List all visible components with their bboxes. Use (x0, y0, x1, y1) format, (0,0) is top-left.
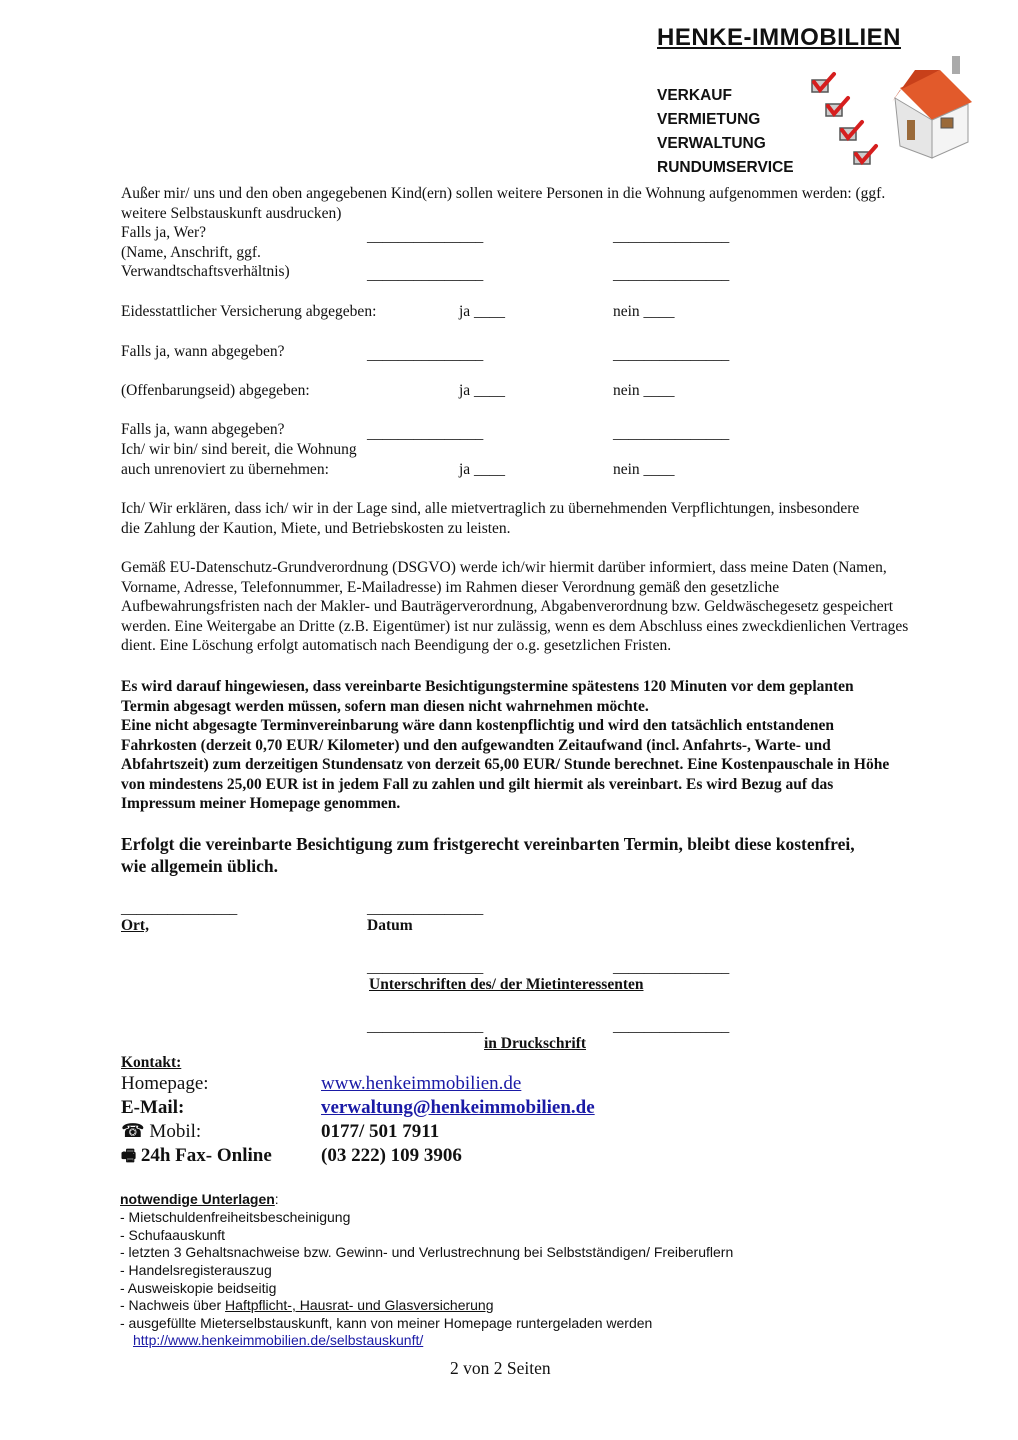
eid-when-field-2[interactable]: _______________ (613, 346, 730, 363)
print-name-field-2[interactable]: _______________ (613, 1018, 730, 1035)
signature-field-1[interactable]: _______________ (367, 959, 484, 976)
house-logo (800, 50, 980, 180)
fax-number: (03 222) 109 3906 (321, 1145, 462, 1166)
unrenoviert-no-field[interactable]: nein ____ (613, 461, 675, 478)
privacy-text: Gemäß EU-Datenschutz-Grundverordnung (DSGVO) werde ich/wir hiermit darüber informiert, dass meine Daten (Namen, Vorname, Adresse, Telefonnummer, E-Mailadresse) im Rahmen dieser Verordnung gemäß den gesetzliche Aufbewahrungsfristen nach der Makler- und Bauträgerverordnung, Abgabenverordnung bzw. Geldwäschegesetz gespeichert werden. Eine Weitergabe an Dritte (z.B. Eigentümer) ist nur zulässig, wenn es dem Abschluss eines zweckdienlichen Vertrages dient. Eine Löschung erfolgt automatisch nach Beendigung der o.g. gesetzlichen Fristen. (121, 559, 909, 655)
declaration-text: Ich/ Wir erklären, dass ich/ wir in der Lage sind, alle mietvertraglich zu übernehmenden Verpflichtungen, insbesondere die Zahlung der Kaution, Miete, und Betriebskosten zu leisten. (121, 500, 860, 537)
eid-no-field[interactable]: nein ____ (613, 303, 675, 320)
document-item-selbstauskunft: - ausgefüllte Mieterselbstauskunft, kann von meiner Homepage runtergeladen werden (120, 1315, 653, 1331)
service-verwaltung: VERWALTUNG (657, 135, 766, 152)
unrenoviert-label-2: auch unrenoviert zu übernehmen: (121, 461, 329, 478)
eid-yes-field[interactable]: ja ____ (459, 303, 506, 320)
service-verkauf: VERKAUF (657, 87, 732, 104)
datum-label: Datum (367, 917, 413, 934)
ort-field[interactable]: _______________ (121, 900, 238, 917)
document-item-insurance (120, 1297, 494, 1315)
homepage-link[interactable]: www.henkeimmobilien.de (321, 1073, 522, 1094)
block-letters-label: in Druckschrift (484, 1035, 587, 1052)
who-label: Falls ja, Wer? (121, 224, 206, 241)
who-label-relation: Verwandtschaftsverhältnis) (121, 263, 290, 280)
free-visit-notice: Erfolgt die vereinbarte Besichtigung zum fristgerecht vereinbarten Termin, bleibt diese kostenfrei, wie allgemein üblich. (121, 834, 855, 876)
house-icon (892, 56, 972, 158)
unrenoviert-yes-field[interactable]: ja ____ (459, 461, 506, 478)
document-item: - Schufaauskunft (120, 1227, 226, 1243)
brand-title: HENKE-IMMOBILIEN (657, 24, 901, 51)
document-item: - Handelsregisterauszug (120, 1262, 272, 1278)
offen-no-field[interactable]: nein ____ (613, 382, 675, 399)
mobile-label: Mobil: (149, 1121, 202, 1142)
contact-heading: Kontakt: (121, 1054, 182, 1071)
email-link[interactable]: verwaltung@henkeimmobilien.de (321, 1097, 595, 1118)
mobile-number: 0177/ 501 7911 (321, 1121, 440, 1142)
offen-when-field-2[interactable]: _______________ (613, 425, 730, 442)
service-rundumservice: RUNDUMSERVICE (657, 159, 794, 176)
document-item: - Ausweiskopie beidseitig (120, 1280, 277, 1296)
datum-field[interactable]: _______________ (367, 900, 484, 917)
service-vermietung: VERMIETUNG (657, 111, 761, 128)
selbstauskunft-link[interactable]: http://www.henkeimmobilien.de/selbstauskunft/ (133, 1332, 424, 1348)
who-label-detail: (Name, Anschrift, ggf. (121, 244, 261, 261)
page-number: 2 von 2 Seiten (450, 1358, 551, 1378)
fax-icon: 🖷 (121, 1148, 137, 1165)
signatures-label: Unterschriften des/ der Mietinteressenten (369, 976, 644, 993)
print-name-field-1[interactable]: _______________ (367, 1018, 484, 1035)
email-label: E-Mail: (121, 1097, 185, 1118)
fax-label: 24h Fax- Online (140, 1145, 272, 1166)
cost-notice: Eine nicht abgesagte Terminvereinbarung wäre dann kostenpflichtig und wird den tatsächlich entstandenen Fahrkosten (derzeit 0,70 EUR/ Kilometer) und den aufgewandten Zeitaufwand (incl. Anfahrts-, Warte- und Abfahrtszeit) zum derzeitigen Stundensatz von derzeit 65,00 EUR/ Stunde berechnet. Eine Kostenpauschale in Höhe von mindestens 25,00 EUR ist in jedem Fall zu zahlen und gilt hiermit als vereinbart. Es wird Bezug auf das Impressum meiner Homepage genommen. (121, 717, 890, 813)
who-field-3[interactable]: _______________ (367, 266, 484, 283)
who-field-2[interactable]: _______________ (613, 228, 730, 245)
document-item: - Mietschuldenfreiheitsbescheinigung (120, 1209, 351, 1225)
additional-persons-intro: Außer mir/ uns und den oben angegebenen Kind(ern) sollen weitere Personen in die Wohnung aufgenommen werden: (ggf. weitere Selbstauskunft ausdrucken) (121, 185, 886, 222)
fax-row (121, 1144, 272, 1169)
eid-when-field-1[interactable]: _______________ (367, 346, 484, 363)
documents-heading-row: notwendige Unterlagen: (120, 1191, 279, 1207)
eid-when-label: Falls ja, wann abgegeben? (121, 343, 285, 360)
mobile-row (121, 1120, 201, 1144)
eid-label: Eidesstattlicher Versicherung abgegeben: (121, 303, 377, 320)
phone-icon: ☎ (121, 1121, 145, 1142)
who-field-1[interactable]: _______________ (367, 228, 484, 245)
who-field-4[interactable]: _______________ (613, 266, 730, 283)
ort-label: Ort, (121, 917, 149, 934)
unrenoviert-label: Ich/ wir bin/ sind bereit, die Wohnung (121, 441, 357, 458)
offen-yes-field[interactable]: ja ____ (459, 382, 506, 399)
offen-when-label: Falls ja, wann abgegeben? (121, 421, 285, 438)
homepage-label: Homepage: (121, 1073, 209, 1094)
offen-when-field-1[interactable]: _______________ (367, 425, 484, 442)
documents-heading: notwendige Unterlagen (120, 1191, 275, 1207)
signature-field-2[interactable]: _______________ (613, 959, 730, 976)
insurance-prefix: - Nachweis über (120, 1297, 226, 1313)
insurance-link[interactable]: Haftpflicht-, Hausrat- und Glasversicherung (225, 1297, 494, 1313)
offen-label: (Offenbarungseid) abgegeben: (121, 382, 310, 399)
cancellation-notice: Es wird darauf hingewiesen, dass vereinbarte Besichtigungstermine spätestens 120 Minuten vor dem geplanten Termin abgesagt werden müssen, sofern man diesen nicht wahrnehmen möchte. (121, 678, 854, 715)
document-item: - letzten 3 Gehaltsnachweise bzw. Gewinn- und Verlustrechnung bei Selbstständigen/ Freiberuflern (120, 1244, 734, 1260)
